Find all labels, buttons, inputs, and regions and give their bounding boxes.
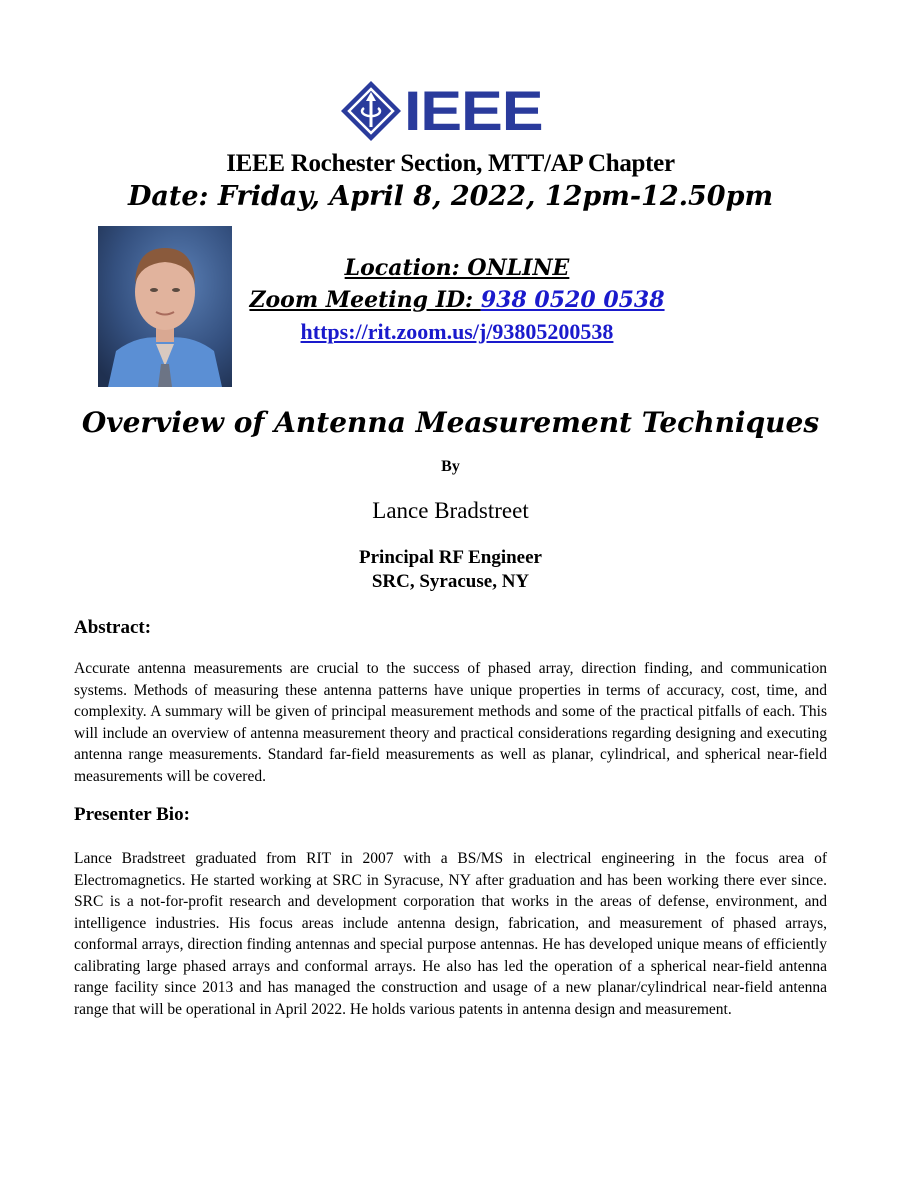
speaker-title: Principal RF Engineer [359, 547, 542, 568]
abstract-text: Accurate antenna measurements are crucial to the success of phased array, direction finding, and communication systems. Methods of measuring these antenna patterns have unique properties in terms of accuracy, cost, time, and complexity. A summary will be given of principal measurement methods and some of the practical pitfalls of each. This will include an overview of antenna measurement theory and practical considerations regarding designing and executing antenna range measurements. Standard far-field measurements as well as planar, cylindrical, and spherical near-field measurements will be covered. [74, 660, 827, 785]
bio-text: Lance Bradstreet graduated from RIT in 2007 with a BS/MS in electrical engineering in the focus area of Electromagnetics. He started working at SRC in Syracuse, NY after graduation and has been working there ever since. SRC is a not-for-profit research and development corporation that works in the areas of defense, environment, and intelligence industries. His focus areas include antenna design, fabrication, and measurement of phased arrays, conformal arrays, direction finding antennas and special purpose antennas. He has developed unique means of efficiently calibrating large phased arrays and conformal arrays. He also has led the operation of a spherical near-field antenna range facility since 2013 and has managed the construction and usage of a new planar/cylindrical near-field antenna range that will be operational in April 2022. He holds various patents in antenna design and measurement. [74, 850, 827, 1018]
organization-title: IEEE Rochester Section, MTT/AP Chapter [226, 150, 675, 177]
zoom-meeting-id-link[interactable]: 938 0520 0538 [480, 287, 665, 313]
speaker-photo [98, 226, 232, 387]
speaker-name: Lance Bradstreet [372, 498, 529, 523]
talk-title: Overview of Antenna Measurement Techniques [81, 406, 820, 439]
abstract-heading: Abstract: [74, 617, 152, 638]
speaker-role [0, 546, 901, 594]
speaker-affiliation: SRC, Syracuse, NY [371, 571, 530, 592]
ieee-logo [340, 80, 562, 142]
by-label: By [441, 458, 460, 475]
zoom-url-link[interactable]: https://rit.zoom.us/j/93805200538 [300, 319, 614, 344]
logo-text: IEEE [404, 79, 543, 142]
ieee-diamond-icon [340, 80, 402, 142]
event-date: Date: Friday, April 8, 2022, 12pm-12.50pm [127, 181, 774, 212]
zoom-meeting-id-label: Zoom Meeting ID: [249, 287, 481, 313]
zoom-meeting-id-line [232, 287, 682, 313]
bio-heading: Presenter Bio: [74, 804, 190, 825]
location: Location: ONLINE [344, 255, 570, 281]
